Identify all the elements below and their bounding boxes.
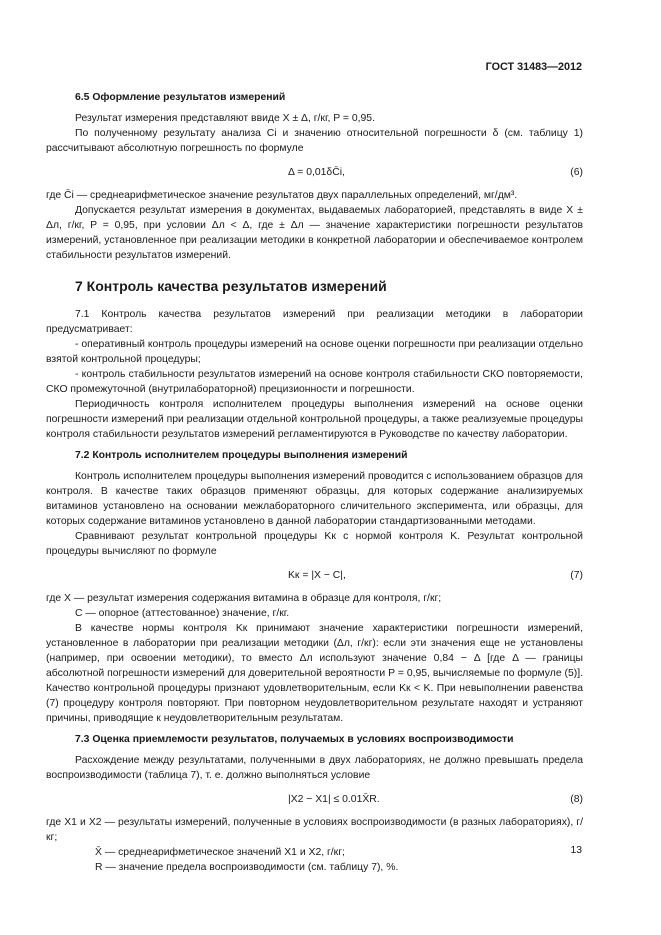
formula-explanation: C — опорное (аттестованное) значение, г/кг. — [75, 608, 290, 619]
formula-explanation: где X1 и X2 — результаты измерений, полученные в условиях воспроизводимости (в разных лабораториях), г/кг; — [46, 817, 583, 843]
paragraph: 7.1 Контроль качества результатов измерений при реализации методики в лаборатории предусматривает: — [46, 309, 583, 335]
paragraph: Контроль исполнителем процедуры выполнения измерений проводится с использованием образцов для контроля. В качестве таких образцов применяют образцы, для которых содержание анализируемых витаминов установлено на основании межлабораторного сличительного эксперимента, или образцы, для которых содержание витаминов установлено в данной лаборатории стандартизованными методами. — [46, 471, 583, 527]
list — [46, 337, 583, 397]
formula-8 — [46, 792, 583, 807]
paragraph: Допускается результат измерения в документах, выдаваемых лабораторией, представлять в виде X ± Δл, г/кг, P = 0,95, при условии Δл < Δ, где ± Δл — значение характеристики погрешности результатов измерений, установленное при реализации методики в конкретной лаборатории и обеспечиваемое контролем стабильности результатов измерений. — [46, 205, 583, 261]
section-7-2-title: 7.2 Контроль исполнителем процедуры выполнения измерений — [75, 450, 408, 461]
formula-7 — [46, 568, 583, 583]
section-7-3-title: 7.3 Оценка приемлемости результатов, получаемых в условиях воспроизводимости — [75, 734, 514, 745]
formula-text: |X2 − X1| ≤ 0.01X̄R. — [288, 794, 380, 805]
list-item: - контроль стабильности результатов измерений на основе контроля стабильности СКО повторяемости, СКО промежуточной (внутрилабораторной) прецизионности и погрешности. — [46, 369, 583, 395]
section-7-title: 7 Контроль качества результатов измерений — [75, 278, 387, 294]
list-item: - оперативный контроль процедуры измерений на основе оценки погрешности при реализации отдельно взятой контрольной процедуры; — [46, 339, 583, 365]
formula-number: (6) — [570, 167, 583, 178]
page-content — [46, 90, 583, 875]
page-number: 13 — [570, 845, 582, 856]
formula-text: Δ = 0,01δC̄i, — [288, 167, 345, 178]
paragraph: В качестве нормы контроля Kк принимают значение характеристики погрешности измерений, установленное в лаборатории при реализации методики (Δл, г/кг): если эти значения еще не установлены (например, при освоении методики), то вместо Δл используют значение 0,84 − Δ [где Δ — границы абсолютной погрешности измерений для доверительной вероятности P = 0,95, вычисляемые по формуле (5)]. Качество контрольной процедуры признают удовлетворительным, если Kк < K. При невыполнении равенства (7) процедуру контроля повторяют. При повторном неудовлетворительном результате находят и устраняют причины, приводящие к неудовлетворительным результатам. — [46, 623, 583, 724]
formula-number: (7) — [570, 570, 583, 581]
formula-text: Kк = |X − C|, — [288, 570, 346, 581]
paragraph: Периодичность контроля исполнителем процедуры выполнения измерений на основе оценки погрешности измерений при реализации отдельной контрольной процедуры, а также реализуемые процедуры контроля стабильности результатов измерений регламентируются в Руководстве по качеству лаборатории. — [46, 399, 583, 440]
formula-explanation: где C̄i — среднеарифметическое значение результатов двух параллельных определений, мг/дм³. — [46, 190, 518, 201]
section-6-5-title: 6.5 Оформление результатов измерений — [75, 92, 286, 103]
formula-explanation: где X — результат измерения содержания витамина в образце для контроля, г/кг; — [46, 593, 442, 604]
paragraph: По полученному результату анализа Ci и значению относительной погрешности δ (см. таблицу 1) рассчитывают абсолютную погрешность по формуле — [46, 128, 583, 154]
paragraph: Расхождение между результатами, полученными в двух лабораториях, не должно превышать предела воспроизводимости (таблица 7), т. е. должно выполняться условие — [46, 755, 583, 781]
formula-explanation: R — значение предела воспроизводимости (см. таблицу 7), %. — [95, 862, 399, 873]
document-header: ГОСТ 31483—2012 — [485, 61, 582, 73]
formula-6 — [46, 165, 583, 180]
formula-explanation: X̄ — среднеарифметическое значений X1 и X2, г/кг; — [95, 847, 345, 858]
paragraph: Результат измерения представляют ввиде X ± Δ, г/кг, P = 0,95. — [75, 113, 375, 124]
formula-number: (8) — [570, 794, 583, 805]
paragraph: Сравнивают результат контрольной процедуры Kк с нормой контроля K. Результат контрольной процедуры вычисляют по формуле — [46, 531, 583, 557]
